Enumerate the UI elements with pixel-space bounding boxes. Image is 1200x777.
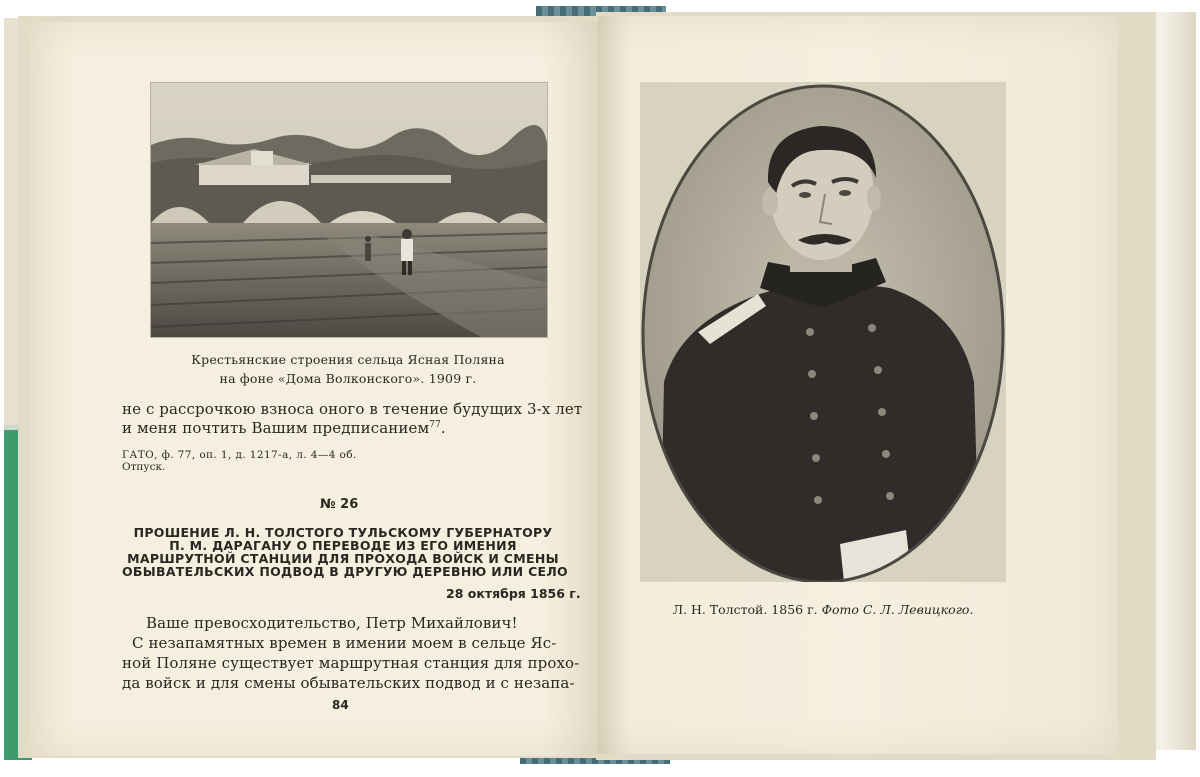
- document-title-line: П. М. ДАРАГАНУ О ПЕРЕВОДЕ ИЗ ЕГО ИМЕНИЯ: [169, 538, 517, 553]
- paragraph-line: ной Поляне существует маршрутная станция для прохо-: [122, 654, 580, 672]
- document-title-line: ОБЫВАТЕЛЬСКИХ ПОДВОД В ДРУГУЮ ДЕРЕВНЮ ИЛИ СЕЛО: [122, 564, 568, 579]
- document-number: № 26: [320, 497, 359, 512]
- salutation: Ваше превосходительство, Петр Михайлович!: [146, 614, 518, 632]
- paragraph-line: С незапамятных времен в имении моем в сельце Яс-: [132, 634, 557, 652]
- archive-note: Отпуск.: [122, 461, 166, 473]
- paragraph-line: да войск и для смены обывательских подвод и с незапа-: [122, 674, 575, 692]
- portrait-photo: [640, 82, 1006, 582]
- page-number: 84: [332, 698, 349, 712]
- portrait-caption: [640, 602, 1006, 617]
- portrait-caption-text: Л. Н. Толстой. 1856 г.: [672, 602, 822, 617]
- document-title-line: ПРОШЕНИЕ Л. Н. ТОЛСТОГО ТУЛЬСКОМУ ГУБЕРНАТОРУ: [133, 525, 553, 540]
- body-text-line: не с рассрочкою взноса оного в течение будущих 3-х лет: [122, 400, 583, 418]
- archive-reference: ГАТО, ф. 77, оп. 1, д. 1217-а, л. 4—4 об.: [122, 449, 357, 461]
- portrait-image: [640, 82, 1006, 582]
- photo-caption-line-2: на фоне «Дома Волконского». 1909 г.: [219, 371, 477, 386]
- photo-caption-line-1: Крестьянские строения сельца Ясная Поляна: [191, 352, 505, 367]
- footnote-reference: 77: [429, 420, 441, 430]
- village-photo: [150, 82, 548, 338]
- portrait-caption-credit: Фото С. Л. Левицкого.: [821, 602, 974, 617]
- document-title-line: МАРШРУТНОЙ СТАНЦИИ ДЛЯ ПРОХОДА ВОЙСК И СМЕНЫ: [127, 551, 559, 566]
- body-text: и меня почтить Вашим предписанием: [122, 419, 430, 437]
- village-photo-image: [151, 83, 547, 337]
- body-text-line: и меня почтить Вашим предписанием$^{77}$.: [122, 419, 446, 437]
- document-date: 28 октября 1856 г.: [446, 586, 581, 601]
